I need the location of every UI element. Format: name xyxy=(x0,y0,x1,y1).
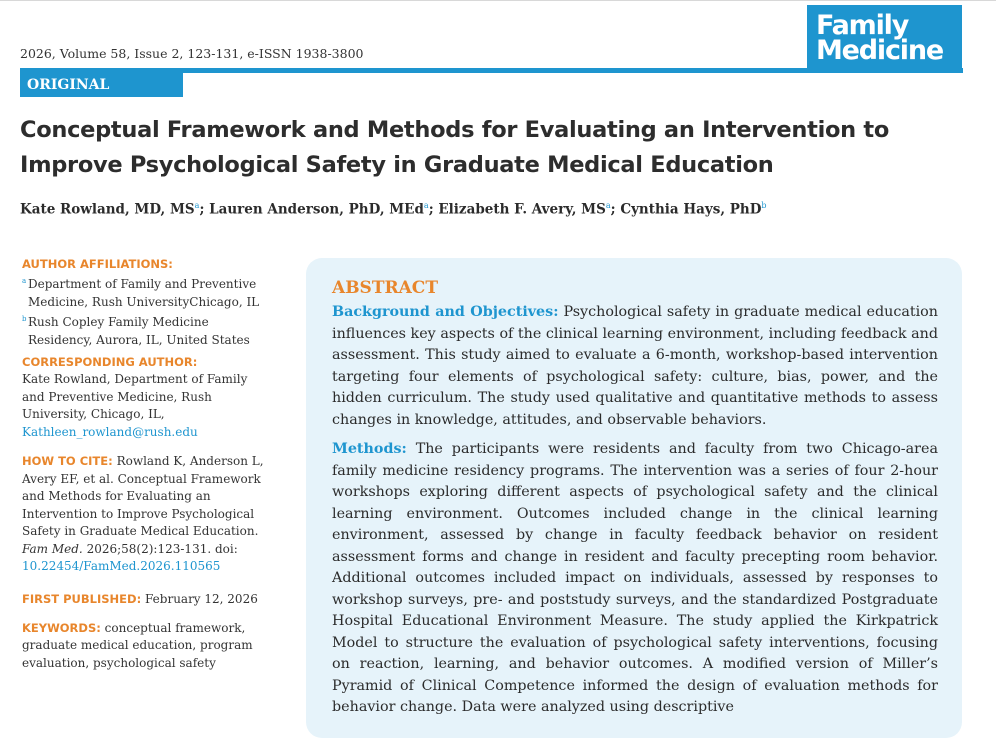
first-published-date: February 12, 2026 xyxy=(145,591,258,606)
author-list xyxy=(20,201,767,218)
author-separator: ; xyxy=(610,201,621,218)
affiliation-mark: a xyxy=(605,201,611,210)
how-to-cite-text: Rowland K, Anderson L, Avery EF, et al. Conceptual Framework and Methods for Evaluating an Intervention to Improve Psychological Safety in Graduate Medical Education. xyxy=(22,454,264,538)
author-separator: ; xyxy=(428,201,439,218)
author-name: Lauren Anderson, PhD, MEd xyxy=(209,201,424,218)
how-to-cite-section xyxy=(22,453,267,576)
affiliation-mark: a xyxy=(22,277,27,285)
affiliations-heading: AUTHOR AFFILIATIONS: xyxy=(22,257,173,271)
corresponding-heading: CORRESPONDING AUTHOR: xyxy=(22,355,198,369)
journal-logo[interactable] xyxy=(807,5,962,73)
corresponding-email-link[interactable]: Kathleen_rowland@rush.edu xyxy=(22,424,198,439)
abstract-methods xyxy=(332,439,938,719)
affiliations-section xyxy=(22,256,267,349)
article-type-badge: ORIGINAL ARTICLE xyxy=(20,73,183,97)
how-to-cite-ref: 2026;58(2):123-131. xyxy=(86,541,212,556)
background-label: Background and Objectives: xyxy=(332,304,559,320)
affiliation-mark: a xyxy=(423,201,429,210)
article-title: Conceptual Framework and Methods for Evaluating an Intervention to Improve Psychological Safety in Graduate Medical Education xyxy=(20,117,890,178)
affiliation-item xyxy=(22,276,267,311)
logo-line-1: Family xyxy=(816,10,909,41)
background-text: Psychological safety in graduate medical education influences key aspects of the clinical learning environment, including feedback and assessment. This study aimed to evaluate a 6-month, workshop-based intervention targeting four elements of psychological safety: culture, bias, power, and the hidden curriculum. The study used qualitative and quantitative methods to assess changes in knowledge, attitudes, and observable behaviors. xyxy=(332,304,938,428)
top-divider xyxy=(0,0,996,1)
corresponding-author-text: Kate Rowland, Department of Family and Preventive Medicine, Rush University, Chicago, IL, xyxy=(22,372,248,421)
first-published-label: FIRST PUBLISHED: xyxy=(22,591,142,606)
affiliation-mark: a xyxy=(194,201,200,210)
abstract-background xyxy=(332,302,938,431)
doi-label: doi: xyxy=(214,541,238,556)
journal-citation: 2026, Volume 58, Issue 2, 123-131, e-ISSN 1938-3800 xyxy=(20,46,364,61)
corresponding-text xyxy=(22,371,267,441)
abstract-heading: ABSTRACT xyxy=(332,278,438,298)
abstract-panel xyxy=(306,258,962,738)
article-sidebar xyxy=(22,256,267,677)
corresponding-section xyxy=(22,354,267,441)
author-name: Elizabeth F. Avery, MS xyxy=(438,201,606,218)
affiliation-text: Rush Copley Family Medicine Residency, Aurora, IL, United States xyxy=(28,315,250,347)
keywords-label: KEYWORDS: xyxy=(22,620,101,635)
affiliation-mark: b xyxy=(761,201,767,210)
keywords-text: conceptual framework, graduate medical education, program evaluation, psychological safety xyxy=(22,620,253,670)
author-name: Cynthia Hays, PhD xyxy=(620,201,762,218)
affiliation-item xyxy=(22,314,267,349)
affiliation-mark: b xyxy=(22,315,27,323)
author-name: Kate Rowland, MD, MS xyxy=(20,201,195,218)
author-separator: ; xyxy=(199,201,210,218)
logo-line-2: Medicine xyxy=(816,35,943,66)
how-to-cite-label: HOW TO CITE: xyxy=(22,454,113,468)
methods-label: Methods: xyxy=(332,441,407,457)
how-to-cite-journal: Fam Med. xyxy=(22,541,83,556)
keywords-section xyxy=(22,620,267,673)
affiliation-text: Department of Family and Preventive Medicine, Rush UniversityChicago, IL xyxy=(28,277,260,309)
first-published-section xyxy=(22,588,267,610)
methods-text: The participants were residents and faculty from two Chicago-area family medicine residency programs. The intervention was a series of four 2-hour workshops exploring different aspects of psychological safety and the clinical learning environment. Outcomes included change in the clinical learning environment, assessed by change in faculty feedback behavior on resident assessment forms and change in resident and faculty precepting room behavior. Additional outcomes included impact on individuals, assessed by responses to workshop surveys, pre- and poststudy surveys, and the standardized Postgraduate Hospital Educational Environment Measure. The study applied the Kirkpatrick Model to structure the evaluation of psychological safety interventions, focusing on reaction, learning, and behavior outcomes. A modified version of Miller’s Pyramid of Clinical Competence informed the design of evaluation methods for behavior change. Data were analyzed using descriptive xyxy=(332,441,938,715)
doi-link[interactable]: 10.22454/FamMed.2026.110565 xyxy=(22,559,221,573)
